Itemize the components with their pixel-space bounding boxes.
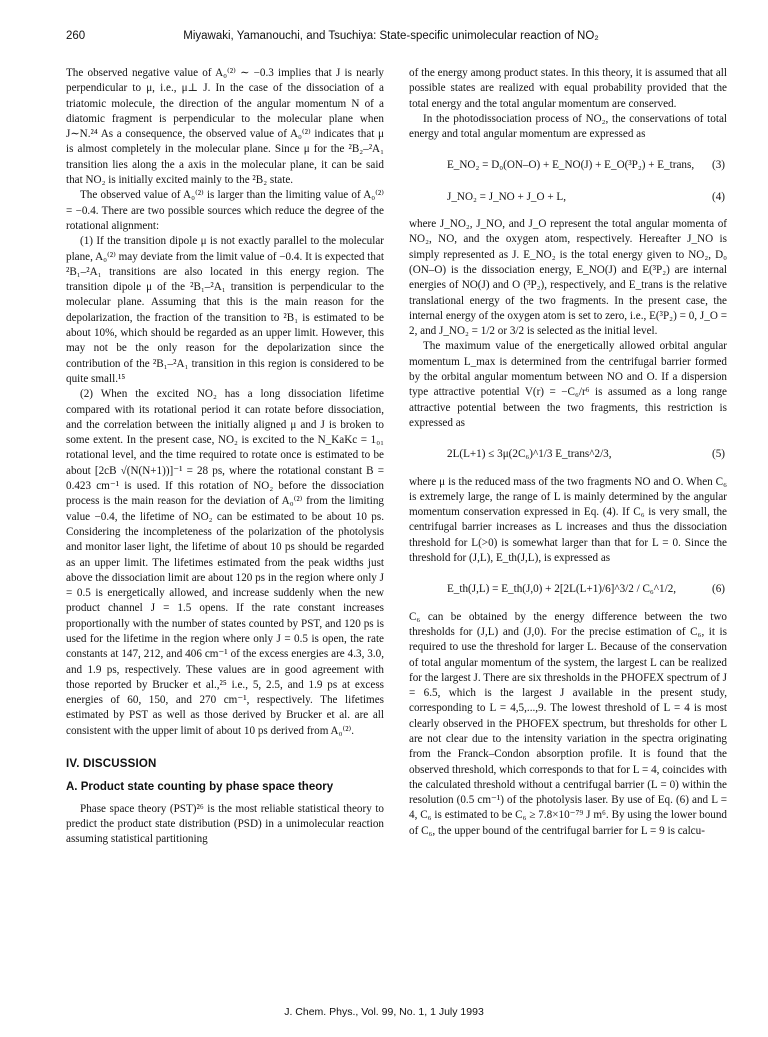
paragraph: The maximum value of the energetically allowed orbital angular momentum L_max is determined from the centrifugal barrier formed by the orbital angular momentum between NO and O. If a dispersion type attractive potential V(r) = −C₆/r⁶ is assumed as a long range attractive potential between the two fragments, this restriction is expressed as xyxy=(409,340,727,429)
paragraph: C₆ can be obtained by the energy difference between the two thresholds for (J,L) and (J,0). For the precise estimation of C₆, it is required to use the threshold for larger L. Because of the conservation of total angular momentum of the system, the largest L can be realized for the largest J. There are six thresholds in the PHOFEX spectrum of J = 6.5, which is the largest J available in the present study, corresponding to L = 4,5,...,9. The lowest threshold of L = 4 is most clearly observed in the PHOFEX spectrum, but thresholds for other L are not clear due to the intensity variation in the spectra originating from the Franck–Condon absorption profile. It is found that the observed threshold, which corresponds to that for L = 4, coincides with the calculated threshold without a centrifugal barrier (L = 0) within the resolution (0.5 cm⁻¹) of the photolysis laser. By use of Eq. (6) and L = 4, C₆ is estimated to be C₆ ≥ 7.8×10⁻⁷⁹ J m⁶. By using the lower bound of C₆, the upper bound of the centrifugal barrier for L = 9 is calcu- xyxy=(409,610,727,837)
page-header xyxy=(66,30,716,46)
equation-body: 2L(L+1) ≤ 3μ(2C₆)^1/3 E_trans^2/3, xyxy=(447,448,612,461)
paragraph: Phase space theory (PST)²⁶ is the most reliable statistical theory to predict the product state distribution (PSD) in a unimolecular reaction assuming statistical partitioning xyxy=(66,802,384,846)
equation-number: (3) xyxy=(712,159,725,172)
equation-body: E_th(J,L) = E_th(J,0) + 2[2L(L+1)/6]^3/2 / C₆^1/2, xyxy=(447,583,677,596)
equation-number: (6) xyxy=(712,583,725,596)
paragraph: where μ is the reduced mass of the two fragments NO and O. When C₆ is extremely large, the range of L is mainly determined by the angular momentum conservation expressed in Eq. (4). If C₆ is very small, the centrifugal barrier increases as L increases and thus the dissociation threshold for L(>0) is somewhat larger than that for L = 0. Since the threshold for (J,L), E_th(J,L), is expressed as xyxy=(409,475,727,565)
right-column xyxy=(409,66,727,839)
equation-3 xyxy=(409,158,727,173)
equation-6 xyxy=(409,582,727,597)
running-title: Miyawaki, Yamanouchi, and Tsuchiya: State-specific unimolecular reaction of NO₂ xyxy=(183,30,599,42)
paragraph: The observed value of A₀⁽²⁾ is larger than the limiting value of A₀⁽²⁾ = −0.4. There are two possible sources which reduce the degree of the rotational alignment: xyxy=(66,189,384,232)
subsection-heading: A. Product state counting by phase space theory xyxy=(66,781,334,794)
paragraph: In the photodissociation process of NO₂, the conservations of total energy and total angular momentum are expressed as xyxy=(409,112,727,141)
equation-number: (5) xyxy=(712,448,725,461)
left-column xyxy=(66,66,384,848)
equation-5 xyxy=(409,447,727,462)
equation-body: J_NO₂ = J_NO + J_O + L, xyxy=(447,190,566,203)
section-heading: IV. DISCUSSION xyxy=(66,758,157,771)
paragraph: where J_NO₂, J_NO, and J_O represent the total angular momenta of NO₂, NO, and the oxygen atom, respectively. Hereafter J_NO is simply represented as J. E_NO₂ is the total energy given to NO₂, D₀ (ON–O) is the dissociation energy, E_NO(J) and E(³P₂) are internal energies of NO(J) and O (³P₂), respectively, and E_trans is the relative translational energy of the two fragments. In the present case, the internal energy of the oxygen atom is set to zero, i.e., E(³P₂) = 0, J_O = 2, and J_NO₂ = 1/2 or 3/2 is selected as the initial level. xyxy=(409,218,727,338)
equation-number: (4) xyxy=(712,190,725,203)
paragraph: (2) When the excited NO₂ has a long dissociation lifetime compared with its rotational period it can rotate before dissociation, and the correlation between the initially aligned μ and J is broken to some extent. In the present case, NO₂ is excited to the N_KaKc = 1₀₁ rotational level, and the time required to rotate once is estimated to be about [2cB √(N(N+1))]⁻¹ = 28 ps, where the rotational constant B = 0.423 cm⁻¹ is used. If this rotation of NO₂ before the dissociation process is the main reason for the deviation of A₀⁽²⁾ from the limiting value −0.4, the lifetime of NO₂ can be estimated to be about 10 ps. Considering the incompleteness of the polarization of the photolysis and monitor laser light, the lifetime of about 10 ps should be regarded as an upper limit. The lifetimes estimated from the peak widths just above the dissociation limit are about 120 ps in the region where only J = 0.5 is energetically allowed, and increase suddenly when the new product channel J = 1.5 opens. If the rate constant increases proportionally with the number of states counted by PST, and 120 ps is used for the lifetime in the region where only J = 0.5 is open, the rate constants at 147, 212, and 406 cm⁻¹ of the excess energies are 4.3, 3.0, and 1.9 ps, respectively. These values are in good agreement with those reported by Brucker et al.,²⁵ i.e., 5, 2.5, and 1.9 ps at excess energies of 60, 150, and 270 cm⁻¹, respectively. The lifetimes estimated by PST as well as those derived by Brucker et al. are all consistent with the upper limit of about 10 ps derived from A₀⁽²⁾. xyxy=(66,388,384,737)
paragraph: The observed negative value of A₀⁽²⁾ ∼ −0.3 implies that J is nearly perpendicular to μ, i.e., μ⊥ J. In the case of the dissociation of a triatomic molecule, the direction of the angular momentum N of a diatomic fragment is perpendicular to the molecular plane when J∼N.²⁴ As a consequence, the observed value of A₀⁽²⁾ indicates that μ is almost completely in the molecular plane. Since μ for the ²B₂–²A₁ transition lies along the a axis in the molecular plane, it can be said that NO₂ is initially excited mainly to the ²B₂ state. xyxy=(66,67,384,187)
page-footer: J. Chem. Phys., Vol. 99, No. 1, 1 July 1993 xyxy=(284,1006,484,1018)
paragraph: of the energy among product states. In this theory, it is assumed that all possible states are realized with equal probability provided that the total energy and the total angular momentum are conserved. xyxy=(409,67,727,110)
equation-4 xyxy=(409,190,727,205)
equation-body: E_NO₂ = D₀(ON–O) + E_NO(J) + E_O(³P₂) + E_trans, xyxy=(447,159,695,172)
paragraph: (1) If the transition dipole μ is not exactly parallel to the molecular plane, A₀⁽²⁾ may deviate from the limit value of −0.4. It is expected that ²B₁–²A₁ transitions are also located in this energy region. The transition dipole μ of the ²B₁–²A₁ transition is perpendicular to the molecular plane. Assuming that this is the main reason for the depolarization, the fraction of the transition to ²B₁ is estimated to be about 10%, which should be regarded as an upper limit. However, this may not be the only reason for the depolarization since the contribution of the ²B₁–²A₁ transition in this region is considered to be quite small.¹⁵ xyxy=(66,235,384,385)
page-number: 260 xyxy=(66,30,86,42)
